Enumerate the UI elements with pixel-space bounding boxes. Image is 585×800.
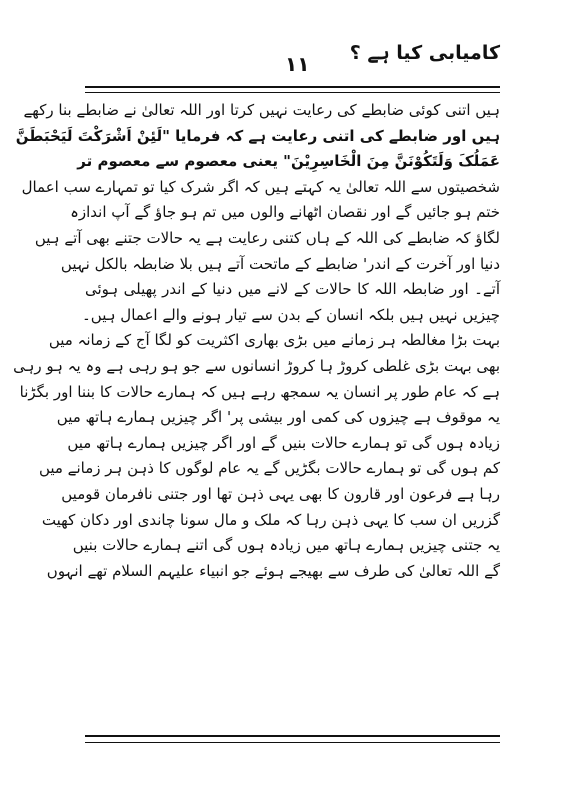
text-line: چیزیں نہیں ہیں بلکہ انسان کے بدن سے تیار ہونے والے اعمال ہیں۔	[82, 305, 500, 324]
text-line: آتے۔ اور ضابطہ اللہ کا حالات کے لانے میں دنیا کے اندر پھیلی ہوئی	[85, 280, 500, 299]
text-line: بھی بہت بڑی غلطی کروڑ ہا کروڑ انسانوں سے جو ہو رہی ہے وہ یہ ہو رہی	[13, 356, 500, 375]
text-line: بہت بڑا مغالطہ ہر زمانے میں بڑی بھاری اکثریت کو لگا آج کے زمانہ میں	[48, 331, 500, 350]
running-title: کامیابی کیا ہے ؟	[349, 42, 500, 64]
text-line: ہیں اتنی کوئی ضابطے کی رعایت نہیں کرتا اور اللہ تعالیٰ نے ضابطے بنا رکھے	[23, 101, 500, 119]
text-line: یہ موقوف ہے چیزوں کی کمی اور بیشی پر' اگر چیزیں ہمارے ہاتھ میں	[56, 408, 500, 427]
text-line: شخصیتوں سے اللہ تعالیٰ یہ کہتے ہیں کہ اگر شرک کیا تو تمہارے سب اعمال	[21, 177, 500, 196]
text-line-verse: عَمَلُکَ وَلَتَکُوْنَنَّ مِنَ الْخَاسِرِیْنَ" یعنی معصوم سے معصوم تر	[77, 152, 500, 171]
body-text	[13, 98, 500, 584]
text-line: دنیا اور آخرت کے اندر' ضابطے کے ماتحت آتے ہیں بلا ضابطہ بالکل نہیں	[60, 254, 500, 273]
text-line: گزریں ان سب کا یہی ذہن رہا کہ ملک و مال سونا چاندی اور دکان کھیت	[41, 510, 500, 529]
page-header	[85, 40, 500, 88]
text-line: لگاؤ کہ ضابطے کی اللہ کے ہاں کتنی رعایت ہے یہ حالات جتنے بھی آتے ہیں	[34, 228, 500, 247]
footer-rule-thin	[85, 742, 500, 743]
footer-rule-thick	[85, 735, 500, 737]
text-line: گے اللہ تعالیٰ کی طرف سے بھیجے ہوئے جو انبیاء علیہم السلام تھے انہوں	[46, 561, 500, 580]
text-line: ختم ہو جائیں گے اور نقصان اٹھانے والوں میں تم ہو جاؤ گے آپ اندازہ	[70, 203, 500, 222]
text-line-verse: ہیں اور ضابطے کی اتنی رعایت ہے کہ فرمایا "لَئِنْ اَشْرَکْتَ لَیَحْبَطَنَّ	[15, 126, 500, 145]
header-rule-thick	[85, 86, 500, 88]
text-line: رہا ہے فرعون اور قارون کا بھی یہی ذہن تھا اور جتنی نافرمان قومیں	[61, 484, 500, 503]
text-line: ہے کہ عام طور پر انسان یہ سمجھ رہے ہیں کہ ہمارے حالات کا بننا اور بگڑنا	[19, 382, 500, 401]
header-rule-thin	[85, 92, 500, 93]
page-number: ١١	[285, 52, 310, 76]
text-line: یہ جتنی چیزیں ہمارے ہاتھ میں زیادہ ہوں گی اتنے ہمارے حالات بنیں	[72, 536, 500, 555]
text-line: زیادہ ہوں گی تو ہمارے حالات بنیں گے اور اگر چیزیں ہمارے ہاتھ میں	[67, 433, 500, 452]
text-line: کم ہوں گی تو ہمارے حالات بگڑیں گے یہ عام لوگوں کا ذہن ہر زمانے میں	[38, 459, 500, 478]
